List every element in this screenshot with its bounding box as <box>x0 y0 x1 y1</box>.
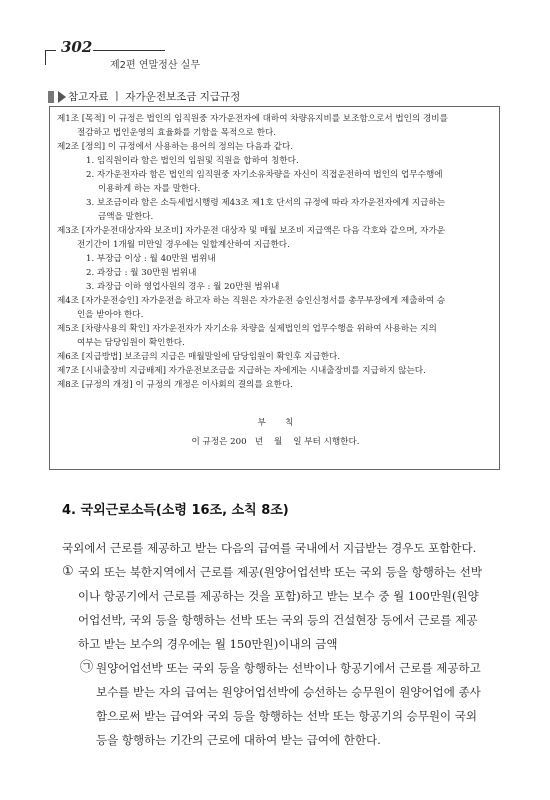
header-rule <box>93 50 165 51</box>
box-line: 절감하고 법인운영의 효율화를 기함을 목적으로 한다. <box>77 128 277 138</box>
subitem-line: 원양어업선박 또는 국외 등을 항행하는 선박이나 항공기에서 근로를 제공하고 <box>96 661 481 675</box>
subitem-line: 등을 항행하는 기간의 근로에 대하여 받는 급여에 한한다. <box>96 733 381 747</box>
reference-bar-icon <box>48 91 54 103</box>
item-line: 어업선박, 국외 등을 항행하는 선박 또는 국외 등의 건설현장 등에서 근로를 제공 <box>78 613 478 627</box>
box-line: 금액을 말한다. <box>98 212 154 222</box>
item-marker: ① <box>62 564 74 579</box>
box-line: 이용하게 하는 자를 말한다. <box>98 184 201 194</box>
page-number: 302 <box>61 38 93 56</box>
box-line: 3. 과장급 이하 영업사원의 경우 : 월 20만원 범위내 <box>86 282 280 292</box>
section-intro: 국외에서 근로를 제공하고 받는 다음의 급여를 국내에서 지급받는 경우도 포함한다. <box>62 541 477 555</box>
regulation-box <box>49 106 500 470</box>
box-line: 1. 임직원이라 함은 법인의 임원및 직원을 합하여 칭한다. <box>86 156 299 166</box>
box-line: 인을 받아야 한다. <box>77 310 144 320</box>
addendum-label: 부 칙 <box>257 418 294 428</box>
subitem-line: 보수를 받는 자의 급여는 원양어업선박에 승선하는 승무원이 원양어업에 종사 <box>96 685 481 699</box>
box-line: 3. 보조금이라 함은 소득세법시행령 제43조 제1호 단서의 규정에 따라 자가운전자에게 지급하는 <box>86 198 446 208</box>
box-line: 2. 자가운전자라 함은 법인의 임직원중 자기소유차량을 자신이 직접운전하여 법인의 업무수행에 <box>86 170 443 180</box>
subitem-line: 함으로써 받는 급여와 국외 등을 항행하는 선박 또는 항공기의 승무원이 국외 <box>96 709 477 723</box>
box-line: 1. 부장급 이상 : 월 40만원 범위내 <box>86 254 216 264</box>
box-line: 전기간이 1개월 미만일 경우에는 일할계산하여 지급한다. <box>77 240 290 250</box>
box-line: 제3조 [자가운전대상자와 보조비] 자가운전 대상자 및 매월 보조비 지급액은 다음 각호와 같으며, 자가운 <box>57 226 446 236</box>
box-line: 2. 과장급 : 월 30만원 범위내 <box>86 268 197 278</box>
section-title: 4. 국외근로소득(소령 16조, 소칙 8조) <box>62 503 289 518</box>
box-line: 제8조 [규정의 개정] 이 규정의 개정은 이사회의 결의를 요한다. <box>57 380 293 390</box>
item-line: 이나 항공기에서 근로를 제공하는 것을 포함)하고 받는 보수 중 월 100만원(원양 <box>78 589 479 603</box>
reference-arrow-icon <box>58 91 66 103</box>
item-line: 국외 또는 북한지역에서 근로를 제공(원양어업선박 또는 국외 등을 항행하는 선박 <box>78 565 482 579</box>
box-line: 제6조 [지급방법] 보조금의 지급은 매월말일에 담당임원이 확인후 지급한다. <box>57 352 341 362</box>
box-line: 제2조 [정의] 이 규정에서 사용하는 용어의 정의는 다음과 같다. <box>57 142 293 152</box>
box-line: 제4조 [자가운전승인] 자가운전을 하고자 하는 직원은 자가운전 승인신청서를 총무부장에게 제출하여 승 <box>57 296 446 306</box>
page-header <box>45 38 515 71</box>
addendum-text: 이 규정은 200 년 월 일 부터 시행한다. <box>191 437 360 447</box>
header-bracket <box>45 50 56 65</box>
reference-heading <box>48 89 240 104</box>
subitem-marker: ㉠ <box>80 660 94 675</box>
box-line: 여부는 담당임원이 확인한다. <box>77 338 185 348</box>
box-line: 제1조 [목적] 이 규정은 법인의 임직원중 자가운전자에 대하여 차량유지비를 보조함으로서 법인의 경비를 <box>57 114 448 124</box>
item-line: 하고 받는 보수의 경우에는 월 150만원)이내의 금액 <box>78 637 338 651</box>
chapter-title: 제2편 연말정산 실무 <box>110 60 200 71</box>
box-line: 제7조 [시내출장비 지급배제] 자가운전보조금을 지급하는 자에게는 시내출장비를 지급하지 않는다. <box>57 366 426 376</box>
reference-title: 참고자료 ㅣ 자가운전보조금 지급규정 <box>68 91 241 103</box>
box-line: 제5조 [차량사용의 확인] 자가운전자가 자기소유 차량을 실제법인의 업무수행을 위하여 사용하는 지의 <box>57 324 437 334</box>
